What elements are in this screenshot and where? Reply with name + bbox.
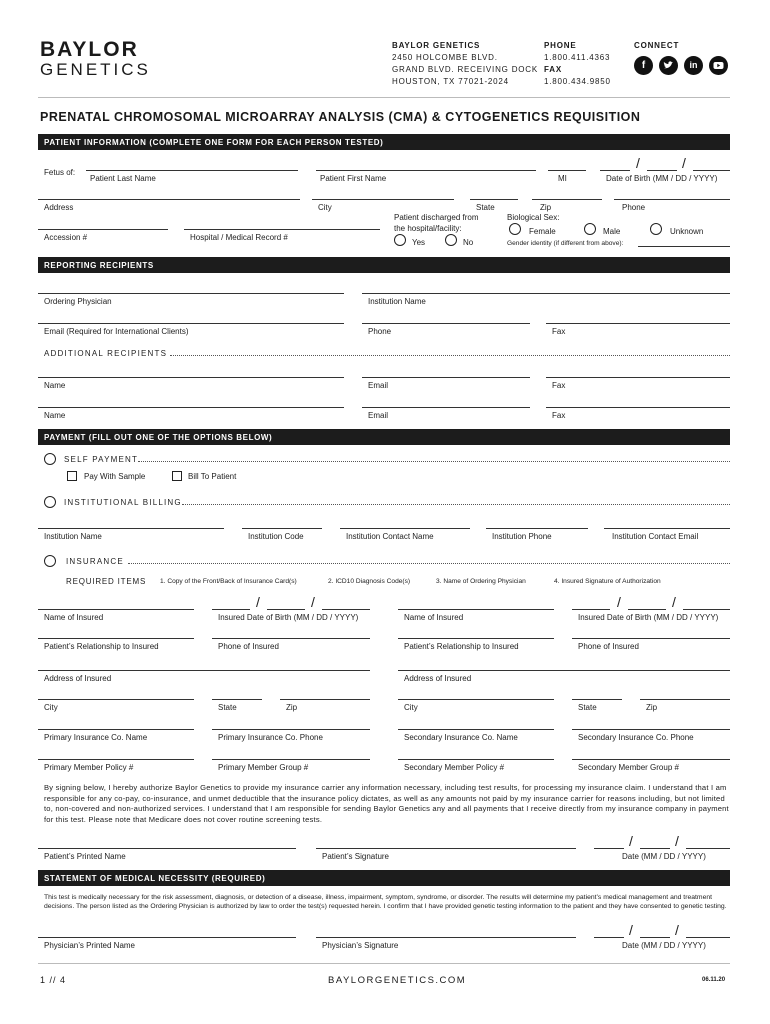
recipient-phone-label: Phone: [368, 327, 392, 336]
address-insured-field-secondary[interactable]: [398, 670, 730, 671]
inst-contact-name-label: Institution Contact Name: [346, 532, 434, 541]
date-slash: /: [636, 155, 640, 171]
insured-dob-label-secondary: Insured Date of Birth (MM / DD / YYYY): [578, 613, 719, 622]
address-block: [392, 40, 538, 88]
address-field[interactable]: [38, 199, 300, 200]
institutional-billing-radio[interactable]: [44, 496, 56, 508]
patient-signature-label: Patient’s Signature: [322, 852, 390, 861]
dotted-divider: [138, 461, 730, 462]
youtube-icon[interactable]: [709, 56, 728, 75]
pay-with-sample-checkbox[interactable]: [67, 471, 77, 481]
address-insured-label-primary: Address of Insured: [44, 674, 112, 683]
relationship-field-secondary[interactable]: [398, 638, 554, 639]
recipient-fax-field[interactable]: [546, 323, 730, 324]
address-line-1: 2450 HOLCOMBE BLVD.: [392, 53, 498, 62]
website-link[interactable]: BAYLORGENETICS.COM: [328, 975, 467, 986]
primary-group-field[interactable]: [212, 759, 370, 760]
male-label: Male: [603, 227, 621, 236]
primary-co-label: Primary Insurance Co. Name: [44, 733, 148, 742]
section-payment: PAYMENT (FILL OUT ONE OF THE OPTIONS BELOW): [38, 429, 730, 445]
bill-to-patient-label: Bill To Patient: [188, 472, 237, 481]
email-field[interactable]: [38, 323, 344, 324]
dob-day-field[interactable]: [647, 170, 677, 171]
date-slash: /: [617, 594, 621, 610]
secondary-phone-field[interactable]: [572, 729, 730, 730]
dob-label: Date of Birth (MM / DD / YYYY): [606, 174, 718, 183]
section-patient-information: PATIENT INFORMATION (COMPLETE ONE FORM FOR EACH PERSON TESTED): [38, 134, 730, 150]
additional-name-field-1[interactable]: [38, 377, 344, 378]
phone-insured-field-primary[interactable]: [212, 638, 370, 639]
inst-name-label: Institution Name: [44, 532, 102, 541]
secondary-co-label: Secondary Insurance Co. Name: [404, 733, 518, 742]
inst-contact-email-label: Institution Contact Email: [612, 532, 699, 541]
patient-printed-name-field[interactable]: [38, 848, 296, 849]
necessity-text: This test is medically necessary for the risk assessment, diagnosis, or detection of a disease, illness, impairment, symptom, syndrome, or disorder. The results will determine my patient’s medical management and treatment decisions. The person listed as the Ordering Physician is authorized by law to order the test(s) requested herein. I confirm that I have provided genetic testing information to the patient and they have consented to genetic testing.: [44, 894, 727, 910]
dotted-divider: [182, 504, 730, 505]
phone-number: 1.800.411.4363: [544, 53, 611, 62]
state-field-secondary[interactable]: [572, 699, 622, 700]
additional-name-field-2[interactable]: [38, 407, 344, 408]
linkedin-icon[interactable]: in: [684, 56, 703, 75]
state-field-primary[interactable]: [212, 699, 262, 700]
city-label-secondary: City: [404, 703, 418, 712]
ordering-physician-field[interactable]: [38, 293, 344, 294]
date-slash: /: [256, 594, 260, 610]
additional-email-field-1[interactable]: [362, 377, 530, 378]
female-radio[interactable]: [509, 223, 521, 235]
required-item-1: 1. Copy of the Front/Back of Insurance Card(s): [160, 578, 297, 585]
additional-recipients-label: ADDITIONAL RECIPIENTS: [44, 349, 168, 358]
primary-phone-field[interactable]: [212, 729, 370, 730]
primary-phone-label: Primary Insurance Co. Phone: [218, 733, 323, 742]
name-insured-field-primary[interactable]: [38, 609, 194, 610]
dob-month-field[interactable]: [600, 170, 630, 171]
form-title: PRENATAL CHROMOSOMAL MICROARRAY ANALYSIS (CMA) & CYTOGENETICS REQUISITION: [40, 110, 641, 124]
zip-field[interactable]: [532, 199, 602, 200]
additional-email-label-1: Email: [368, 381, 389, 390]
additional-name-label-1: Name: [44, 381, 66, 390]
secondary-member-field[interactable]: [398, 759, 554, 760]
dob-year-field[interactable]: [693, 170, 730, 171]
state-label-primary: State: [218, 703, 237, 712]
relationship-field-primary[interactable]: [38, 638, 194, 639]
secondary-group-field[interactable]: [572, 759, 730, 760]
city-field-primary[interactable]: [38, 699, 194, 700]
patient-first-name-field[interactable]: [316, 170, 536, 171]
pay-with-sample-label: Pay With Sample: [84, 472, 146, 481]
institutional-billing-label: INSTITUTIONAL BILLING: [64, 498, 182, 507]
inst-code-field[interactable]: [242, 528, 322, 529]
relationship-label-secondary: Patient’s Relationship to Insured: [404, 642, 519, 651]
phone-insured-field-secondary[interactable]: [572, 638, 730, 639]
zip-label-secondary: Zip: [646, 703, 658, 712]
date-slash: /: [311, 594, 315, 610]
female-label: Female: [529, 227, 556, 236]
physician-printed-name-label: Physician’s Printed Name: [44, 941, 136, 950]
patient-date-label: Date (MM / DD / YYYY): [622, 852, 706, 861]
insurance-radio[interactable]: [44, 555, 56, 567]
name-insured-label-secondary: Name of Insured: [404, 613, 464, 622]
additional-email-label-2: Email: [368, 411, 389, 420]
twitter-icon[interactable]: [659, 56, 678, 75]
additional-name-label-2: Name: [44, 411, 66, 420]
yes-label: Yes: [412, 238, 426, 247]
primary-co-field[interactable]: [38, 729, 194, 730]
facebook-icon[interactable]: f: [634, 56, 653, 75]
insured-dob-day-primary[interactable]: [267, 609, 305, 610]
primary-group-label: Primary Member Group #: [218, 763, 309, 772]
logo-genetics: GENETICS: [40, 60, 151, 79]
company-name: BAYLOR GENETICS: [392, 41, 481, 50]
address-insured-label-secondary: Address of Insured: [404, 674, 472, 683]
physician-date-year[interactable]: [686, 937, 730, 938]
patient-date-day[interactable]: [640, 848, 670, 849]
section-medical-necessity: STATEMENT OF MEDICAL NECESSITY (REQUIRED): [38, 870, 730, 886]
form-version: 06.11.20: [702, 977, 726, 983]
discharged-label-2: the hospital/facility:: [394, 224, 462, 233]
secondary-phone-label: Secondary Insurance Co. Phone: [578, 733, 694, 742]
authorization-text: By signing below, I hereby authorize Baylor Genetics to provide my insurance carrier any information necessary, including test results, for processing my insurance claim. I understand that I am responsible for any co-pay, co-insurance, and unmet deductible that the insurance policy dictates, as well as any amounts not paid by my insurance carrier for reasons including, but not limited to, non-covered and non-authorized services. I understand that I am responsible for sending Baylor Genetics any and all payments that I receive directly from my insurance company in payment for this test. Please note that Medicare does not cover routine screening tests.: [44, 783, 729, 824]
physician-signature-label: Physician’s Signature: [322, 941, 399, 950]
insured-dob-day-secondary[interactable]: [628, 609, 666, 610]
contact-block: [544, 40, 611, 88]
secondary-co-field[interactable]: [398, 729, 554, 730]
address-insured-field-primary[interactable]: [38, 670, 370, 671]
patient-date-year[interactable]: [686, 848, 730, 849]
patient-printed-name-label: Patient’s Printed Name: [44, 852, 126, 861]
section-reporting-recipients: REPORTING RECIPIENTS: [38, 257, 730, 273]
zip-field-secondary[interactable]: [640, 699, 730, 700]
mi-field[interactable]: [548, 170, 586, 171]
email-intl-label: Email (Required for International Clients): [44, 327, 189, 336]
additional-fax-label-1: Fax: [552, 381, 566, 390]
physician-printed-name-field[interactable]: [38, 937, 296, 938]
phone-label-patient: Phone: [622, 203, 646, 212]
discharged-yes-radio[interactable]: [394, 234, 406, 246]
discharged-label: Patient discharged from: [394, 213, 479, 222]
zip-label: Zip: [540, 203, 552, 212]
physician-date-month[interactable]: [594, 937, 624, 938]
insured-dob-year-secondary[interactable]: [683, 609, 730, 610]
inst-contact-name-field[interactable]: [340, 528, 470, 529]
required-items-label: REQUIRED ITEMS: [66, 577, 147, 586]
patient-first-name-label: Patient First Name: [320, 174, 387, 183]
self-payment-radio[interactable]: [44, 453, 56, 465]
secondary-group-label: Secondary Member Group #: [578, 763, 679, 772]
name-insured-field-secondary[interactable]: [398, 609, 554, 610]
no-label: No: [463, 238, 474, 247]
city-field[interactable]: [312, 199, 454, 200]
male-radio[interactable]: [584, 223, 596, 235]
primary-member-label: Primary Member Policy #: [44, 763, 134, 772]
date-slash: /: [629, 833, 633, 849]
inst-name-field[interactable]: [38, 528, 224, 529]
inst-code-label: Institution Code: [248, 532, 304, 541]
unknown-label: Unknown: [670, 227, 704, 236]
additional-fax-label-2: Fax: [552, 411, 566, 420]
insured-dob-year-primary[interactable]: [322, 609, 370, 610]
institution-name-label: Institution Name: [368, 297, 426, 306]
physician-date-label: Date (MM / DD / YYYY): [622, 941, 706, 950]
primary-member-field[interactable]: [38, 759, 194, 760]
phone-insured-label-secondary: Phone of Insured: [578, 642, 639, 651]
insured-dob-label-primary: Insured Date of Birth (MM / DD / YYYY): [218, 613, 359, 622]
secondary-member-label: Secondary Member Policy #: [404, 763, 505, 772]
additional-fax-field-1[interactable]: [546, 377, 730, 378]
mi-label: MI: [558, 174, 567, 183]
gender-identity-field[interactable]: [638, 246, 730, 247]
required-item-2: 2. ICD10 Diagnosis Code(s): [328, 578, 411, 585]
state-label: State: [476, 203, 495, 212]
dotted-divider: [128, 563, 730, 564]
physician-date-day[interactable]: [640, 937, 670, 938]
date-slash: /: [675, 833, 679, 849]
fax-number: 1.800.434.9850: [544, 77, 611, 86]
institution-name-field[interactable]: [362, 293, 730, 294]
fetus-of-label: Fetus of:: [44, 168, 76, 177]
state-field[interactable]: [470, 199, 518, 200]
city-label: City: [318, 203, 332, 212]
phone-label: PHONE: [544, 41, 577, 50]
patient-signature-field[interactable]: [316, 848, 576, 849]
accession-field[interactable]: [38, 229, 168, 230]
date-slash: /: [675, 922, 679, 938]
biological-sex-label: Biological Sex:: [507, 213, 560, 222]
name-insured-label-primary: Name of Insured: [44, 613, 104, 622]
self-payment-label: SELF PAYMENT: [64, 455, 139, 464]
date-slash: /: [672, 594, 676, 610]
address-line-2: GRAND BLVD. RECEIVING DOCK: [392, 65, 539, 74]
ordering-physician-label: Ordering Physician: [44, 297, 112, 306]
date-slash: /: [629, 922, 633, 938]
inst-phone-label: Institution Phone: [492, 532, 552, 541]
patient-last-name-field[interactable]: [86, 170, 298, 171]
dotted-divider: [170, 355, 730, 356]
relationship-label-primary: Patient’s Relationship to Insured: [44, 642, 159, 651]
connect-label: CONNECT: [634, 41, 680, 50]
zip-label-primary: Zip: [286, 703, 298, 712]
required-item-4: 4. Insured Signature of Authorization: [554, 578, 661, 585]
additional-fax-field-2[interactable]: [546, 407, 730, 408]
city-label-primary: City: [44, 703, 58, 712]
inst-phone-field[interactable]: [486, 528, 588, 529]
city-field-secondary[interactable]: [398, 699, 554, 700]
zip-field-primary[interactable]: [280, 699, 370, 700]
address-line-3: HOUSTON, TX 77021-2024: [392, 77, 509, 86]
recipient-fax-label: Fax: [552, 327, 566, 336]
page-number: 1 // 4: [40, 975, 67, 985]
recipient-phone-field[interactable]: [362, 323, 530, 324]
bill-to-patient-checkbox[interactable]: [172, 471, 182, 481]
gender-identity-label: Gender identity (if different from above):: [507, 240, 624, 247]
date-slash: /: [682, 155, 686, 171]
fax-label: FAX: [544, 65, 562, 74]
phone-insured-label-primary: Phone of Insured: [218, 642, 279, 651]
insured-dob-month-secondary[interactable]: [572, 609, 610, 610]
patient-date-month[interactable]: [594, 848, 624, 849]
physician-signature-field[interactable]: [316, 937, 576, 938]
additional-email-field-2[interactable]: [362, 407, 530, 408]
address-label: Address: [44, 203, 74, 212]
inst-contact-email-field[interactable]: [604, 528, 730, 529]
logo-baylor: BAYLOR: [40, 38, 139, 61]
hospital-record-label: Hospital / Medical Record #: [190, 233, 288, 242]
required-item-3: 3. Name of Ordering Physician: [436, 578, 526, 585]
accession-label: Accession #: [44, 233, 88, 242]
patient-last-name-label: Patient Last Name: [90, 174, 156, 183]
phone-field[interactable]: [614, 199, 730, 200]
insured-dob-month-primary[interactable]: [212, 609, 250, 610]
discharged-no-radio[interactable]: [445, 234, 457, 246]
insurance-label: INSURANCE: [66, 557, 124, 566]
hospital-record-field[interactable]: [184, 229, 380, 230]
state-label-secondary: State: [578, 703, 597, 712]
unknown-radio[interactable]: [650, 223, 662, 235]
